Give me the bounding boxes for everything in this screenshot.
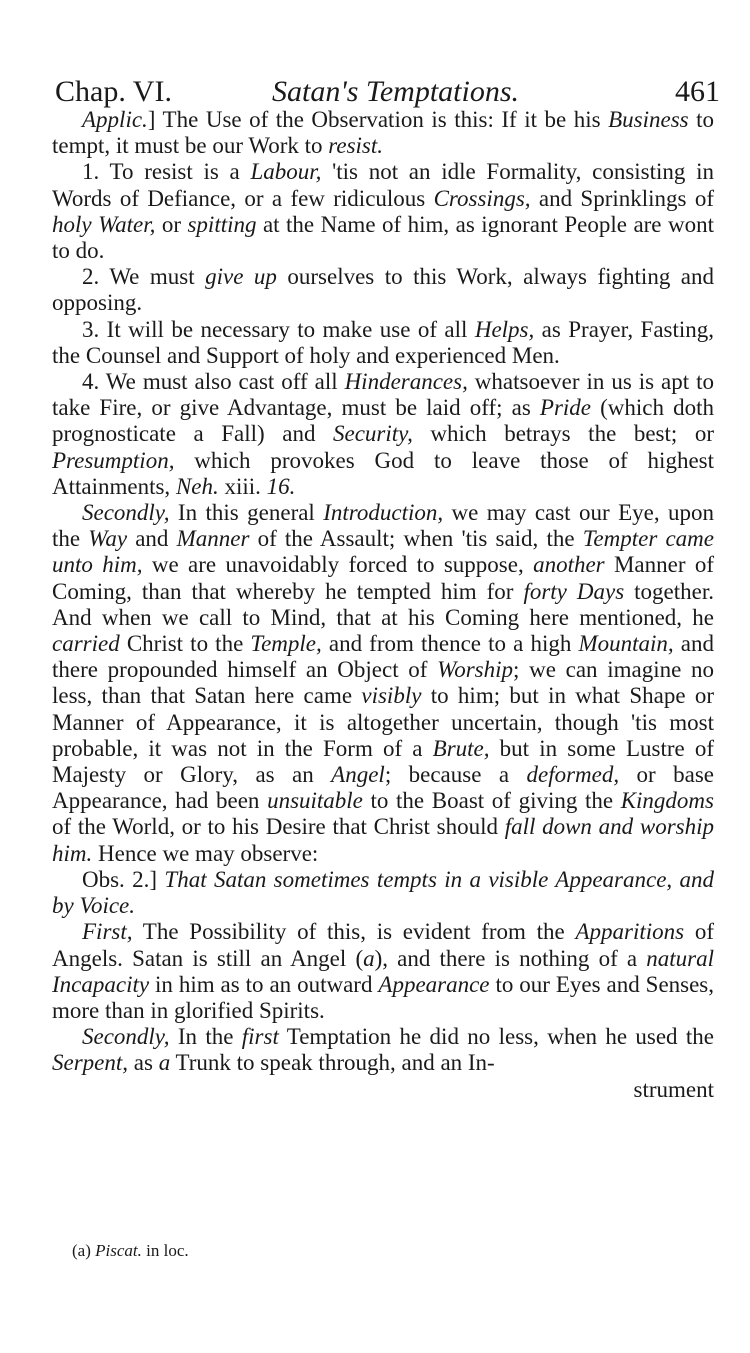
text-run: at the Name of him, as ignorant People are wont to do.	[52, 211, 714, 264]
page-number: 461	[675, 75, 720, 108]
italic-run: Crossings,	[433, 185, 531, 211]
italic-run: First,	[82, 919, 133, 945]
italic-run: another	[533, 552, 605, 578]
paragraph	[52, 159, 714, 264]
text-run: 1. To resist is a	[82, 159, 251, 185]
italic-run: spitting	[187, 211, 257, 237]
catchword: strument	[633, 1076, 714, 1102]
italic-run: Apparitions	[575, 919, 685, 945]
paragraph	[52, 107, 714, 159]
italic-run: Secondly,	[82, 1024, 170, 1050]
italic-run: Helps,	[474, 316, 535, 342]
running-header	[50, 72, 720, 112]
italic-run: Hinderances,	[344, 369, 468, 395]
text-run: xiii.	[218, 473, 267, 499]
running-title: Satan's Temptations.	[272, 75, 520, 108]
text-run: to the Boast of giving the	[362, 788, 621, 814]
text-run: of Angels. Satan is still an Angel (	[52, 919, 714, 971]
text-run: and Sprinklings of	[530, 185, 714, 211]
italic-run: Business	[608, 107, 689, 132]
italic-run: Appearance	[378, 971, 490, 997]
text-run: In this general	[169, 500, 324, 526]
text-run: of the Assault; when 'tis said, the	[249, 526, 583, 552]
text-run: Manner of Coming, than that whereby he tempted him for	[52, 552, 715, 604]
italic-run: 16.	[266, 473, 296, 499]
italic-run: That Satan sometimes tempts in a visible Appearance, and by Voice.	[52, 866, 714, 919]
paragraph	[52, 1024, 714, 1076]
text-run: together. And when we call to Mind, that at his Coming here mentioned, he	[52, 578, 714, 630]
footnote	[72, 1240, 189, 1262]
italic-run: unsuitable	[267, 788, 363, 814]
footnote-rest: in loc.	[141, 1241, 189, 1260]
text-run: in him as to an outward	[149, 971, 379, 997]
italic-run: Neh.	[175, 473, 219, 499]
chapter-label: Chap. VI.	[55, 75, 172, 108]
italic-run: visibly	[361, 683, 422, 709]
italic-run: Introduction,	[323, 500, 444, 526]
text-run: to him; but in what Shape or Manner of Appearance, it is altogether uncertain, though 'tis most probable, it was not in the Form of a	[52, 683, 714, 761]
footnote-source: Piscat.	[95, 1241, 142, 1260]
text-run: The Possibility of this, is evident from the	[132, 919, 576, 945]
text-run: ] The Use of the Observation is this: If it be his	[147, 107, 609, 132]
text-run: as Prayer, Fasting, the Counsel and Support of holy and experienced Men.	[52, 316, 715, 368]
paragraph	[52, 867, 714, 919]
text-run: to our Eyes and Senses, more than in glorified Spirits.	[52, 971, 715, 1023]
italic-run: Angel	[331, 762, 385, 788]
text-run: Trunk to speak through, and an In-	[170, 1050, 495, 1076]
text-run: we are unavoidably forced to suppose,	[142, 552, 534, 578]
italic-run: Temple,	[250, 631, 322, 657]
text-run: Temptation he did no less, when he used the	[278, 1024, 714, 1050]
italic-run: deformed,	[526, 762, 620, 788]
italic-run: Serpent,	[52, 1050, 129, 1076]
italic-run: holy Water,	[52, 211, 156, 237]
italic-run: resist.	[328, 133, 384, 159]
italic-run: Brute,	[432, 735, 490, 761]
italic-run: Way	[88, 526, 128, 552]
italic-run: Secondly,	[82, 500, 170, 526]
text-run: 'tis not an idle Formality, consisting in Words of Defiance, or a few ridiculous	[52, 159, 715, 211]
italic-run: carried	[52, 631, 120, 657]
italic-run: Manner	[176, 526, 250, 552]
footnote-marker: (a)	[72, 1241, 91, 1260]
text-run: we may cast our Eye, upon the	[52, 500, 714, 552]
text-run: and there propounded himself an Object of	[52, 631, 714, 683]
text-run: whatsoever in us is apt to take Fire, or give Advantage, must be laid off; as	[52, 369, 715, 421]
text-run: ), and there is nothing of a	[374, 945, 647, 971]
text-run: as	[128, 1050, 159, 1076]
paragraph	[52, 500, 714, 867]
italic-run: Tempter came unto him,	[52, 526, 714, 578]
text-run: and	[127, 526, 177, 552]
text-run: or	[155, 211, 188, 237]
text-run: 4. We must also cast off all	[82, 369, 345, 395]
text-run: or base Appearance, had been	[52, 762, 715, 814]
italic-run: Kingdoms	[620, 788, 714, 814]
text-run: ourselves to this Work, always fighting and opposing.	[52, 264, 715, 316]
paragraph	[52, 264, 714, 316]
text-run: 3. It will be necessary to make use of all	[82, 316, 475, 342]
italic-run: Mountain,	[578, 631, 674, 657]
italic-run: forty Days	[523, 578, 625, 604]
italic-run: fall down and worship him.	[52, 814, 714, 866]
text-run: In the	[169, 1024, 242, 1050]
text-run: Christ to the	[119, 631, 251, 657]
text-run: Obs. 2.]	[82, 866, 165, 892]
body-text	[52, 107, 714, 1103]
paragraph	[52, 919, 714, 1024]
text-run: ; we can imagine no less, than that Satan here came	[52, 657, 715, 709]
italic-run: a	[363, 945, 375, 971]
text-run: Hence we may observe:	[92, 840, 319, 866]
text-run: 2. We must	[82, 264, 206, 290]
text-run: and from thence to a high	[321, 631, 579, 657]
italic-run: Presumption,	[52, 447, 175, 473]
text-run: which betrays the best; or	[412, 421, 714, 447]
italic-run: a	[158, 1050, 171, 1076]
italic-run: Applic.	[82, 107, 148, 132]
text-run: but in some Lustre of Majesty or Glory, as an	[52, 735, 715, 788]
text-run: ; because a	[384, 762, 527, 788]
italic-run: Pride	[539, 395, 592, 421]
paragraph	[52, 369, 714, 500]
text-run: to tempt, it must be our Work to	[52, 107, 715, 159]
italic-run: Worship	[437, 657, 514, 683]
italic-run: give up	[205, 264, 277, 290]
text-run: of the World, or to his Desire that Christ should	[52, 814, 505, 840]
text-run: which provokes God to leave those of highest Attainments,	[52, 447, 714, 499]
text-run: (which doth prognosticate a Fall) and	[52, 395, 714, 447]
italic-run: natural Incapacity	[52, 945, 715, 997]
paragraph	[52, 317, 714, 369]
italic-run: Security,	[333, 421, 413, 447]
italic-run: first	[241, 1024, 279, 1050]
italic-run: Labour,	[250, 159, 322, 185]
